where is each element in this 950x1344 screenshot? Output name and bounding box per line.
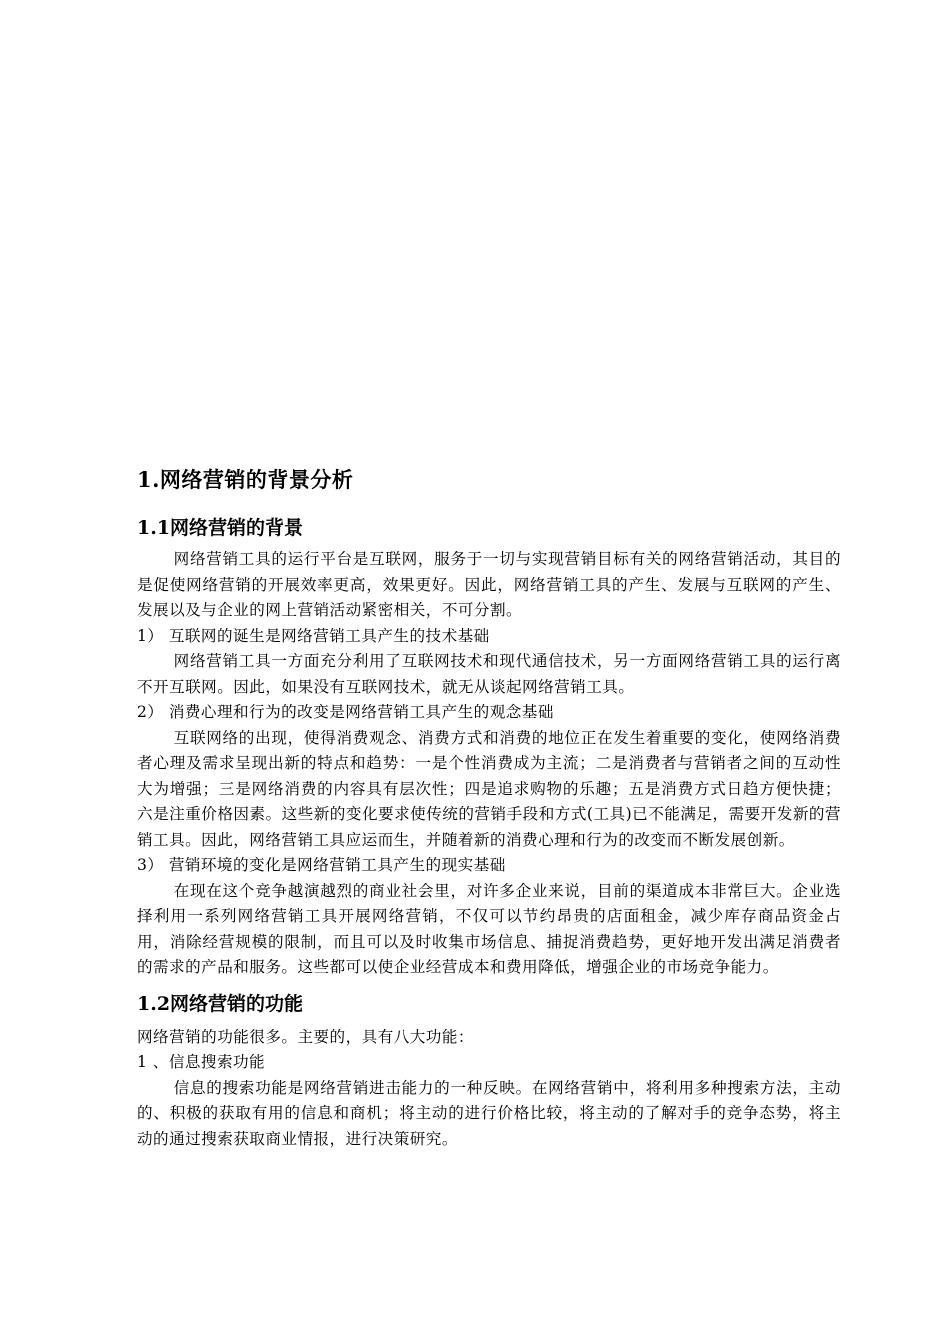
function-item-title-1: 1 、信息搜索功能 [137,1053,266,1071]
list-item-title-3: 3） 营销环境的变化是网络营销工具产生的现实基础 [137,856,506,874]
section-heading-functions: 1.2网络营销的功能 [137,992,304,1015]
list-item-title-1: 1） 互联网的诞生是网络营销工具产生的技术基础 [137,626,490,645]
list-item-title-2: 2） 消费心理和行为的改变是网络营销工具产生的观念基础 [137,703,554,721]
paragraph-background-intro: 网络营销工具的运行平台是互联网，服务于一切与实现营销目标有关的网络营销活动，其目的是促使网络营销的开展效率更高，效果更好。因此，网络营销工具的产生、发展与互联网的产生、发展以及与企业的网上营销活动紧密相关，不可分割。 [137,550,841,619]
paragraph-item-3: 在现在这个竞争越演越烈的商业社会里，对许多企业来说，目前的渠道成本非常巨大。企业选择利用一系列网络营销工具开展网络营销，不仅可以节约昂贵的店面租金，减少库存商品资金占用，消除经营规模的限制，而且可以及时收集市场信息、捕捉消费趋势，更好地开发出满足消费者的需求的产品和服务。这些都可以使企业经营成本和费用降低，增强企业的市场竞争能力。 [137,881,841,976]
paragraph-item-2: 互联网络的出现，使得消费观念、消费方式和消费的地位正在发生着重要的变化，使网络消费者心理及需求呈现出新的特点和趋势：一是个性消费成为主流；二是消费者与营销者之间的互动性大为增强；三是网络消费的内容具有层次性；四是追求购物的乐趣；五是消费方式日趋方便快捷；六是注重价格因素。这些新的变化要求使传统的营销手段和方式(工具)已不能满足，需要开发新的营销工具。因此，网络营销工具应运而生，并随着新的消费心理和行为的改变而不断发展创新。 [137,728,841,849]
chapter-heading: 1.网络营销的背景分析 [137,467,354,492]
paragraph-functions-intro: 网络营销的功能很多。主要的，具有八大功能： [137,1027,474,1046]
section-heading-background: 1.1网络营销的背景 [137,517,304,539]
document-page [137,464,841,1152]
paragraph-item-1: 网络营销工具一方面充分利用了互联网技术和现代通信技术，另一方面网络营销工具的运行离不开互联网。因此，如果没有互联网技术，就无从谈起网络营销工具。 [137,652,841,696]
paragraph-function-1: 信息的搜索功能是网络营销进击能力的一种反映。在网络营销中，将利用多种搜索方法，主动的、积极的获取有用的信息和商机；将主动的进行价格比较，将主动的了解对手的竞争态势，将主动的通过搜索获取商业情报，进行决策研究。 [137,1078,841,1148]
